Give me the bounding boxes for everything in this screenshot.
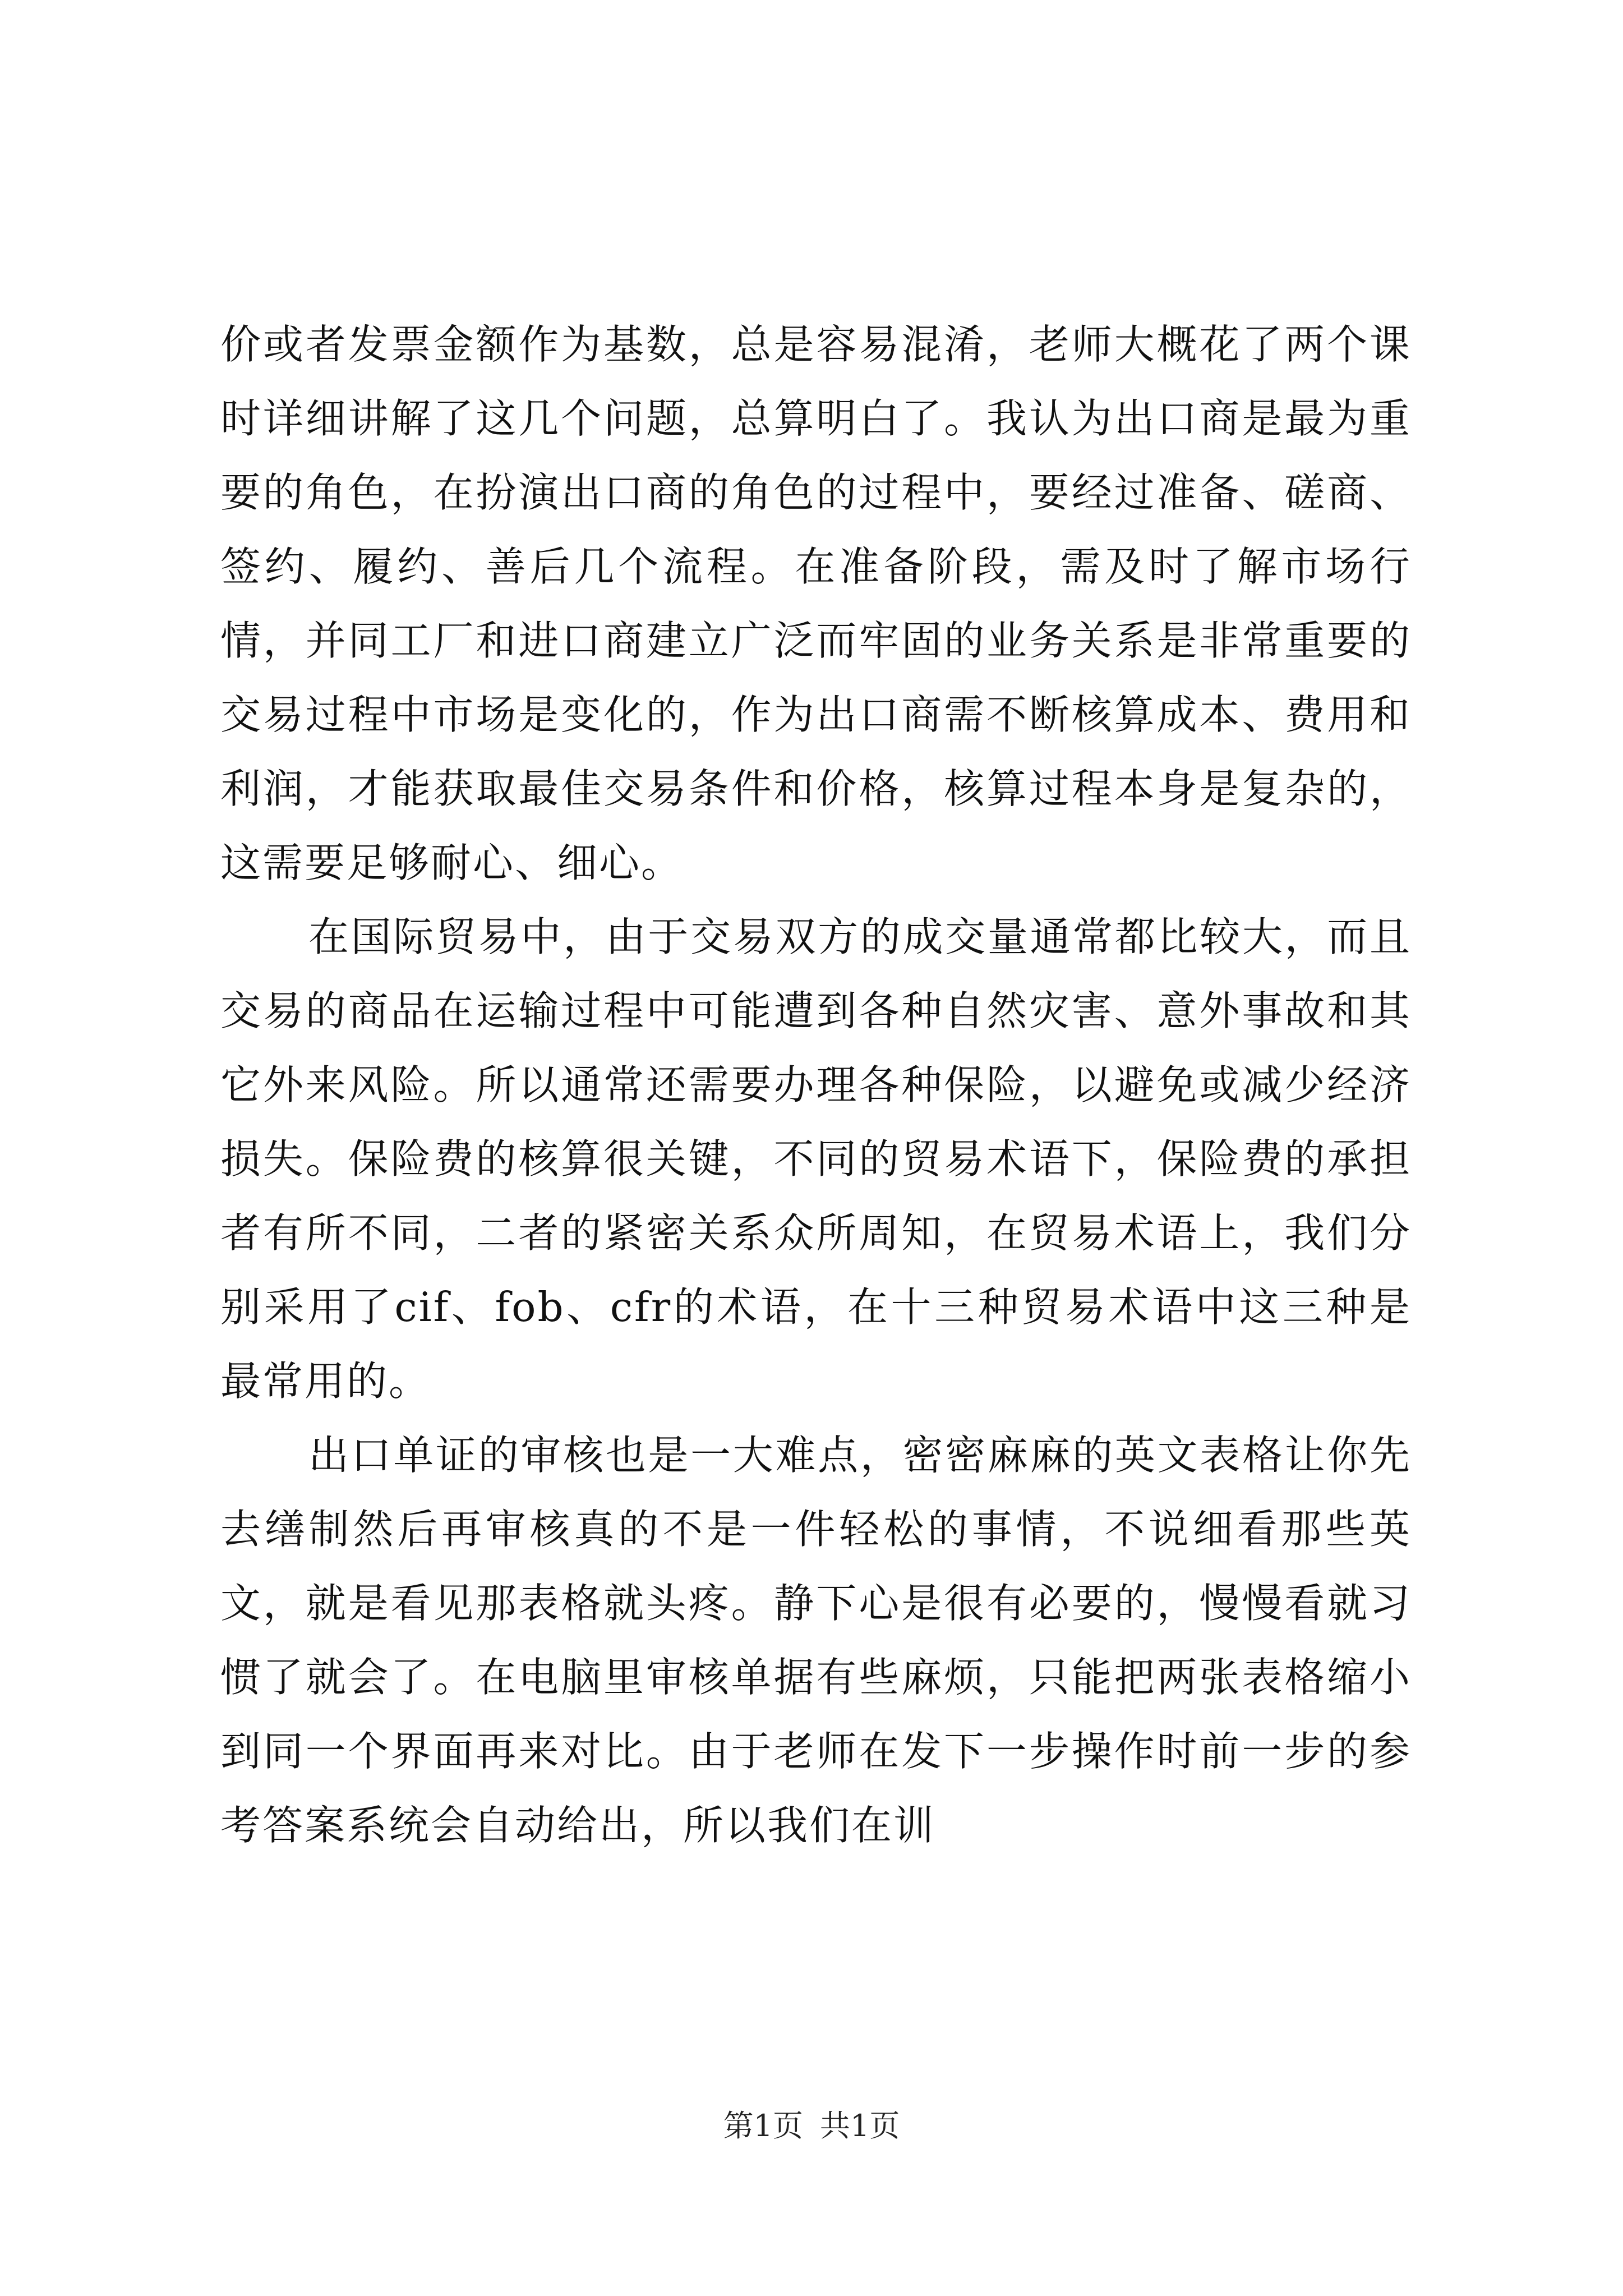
paragraph-1: 价或者发票金额作为基数，总是容易混淆，老师大概花了两个课时详细讲解了这几个问题，总算明白了。我认为出口商是最为重要的角色，在扮演出口商的角色的过程中，要经过准备、磋商、签约、履约、善后几个流程。在准备阶段，需及时了解市场行情，并同工厂和进口商建立广泛而牢固的业务关系是非常重要的交易过程中市场是变化的，作为出口商需不断核算成本、费用和利润，才能获取最佳交易条件和价格，核算过程本身是复杂的，这需要足够耐心、细心。 <box>220 321 1412 886</box>
page-total: 共1页 <box>820 2108 900 2143</box>
page-number: 第1页 <box>723 2108 803 2143</box>
paragraph-3: 出口单证的审核也是一大难点，密密麻麻的英文表格让你先去缮制然后再审核真的不是一件轻松的事情，不说细看那些英文，就是看见那表格就头疼。静下心是很有必要的，慢慢看就习惯了就会了。在电脑里审核单据有些麻烦，只能把两张表格缩小到同一个界面再来对比。由于老师在发下一步操作时前一步的参考答案系统会自动给出，所以我们在训 <box>220 1432 1412 1849</box>
document-body <box>220 307 1412 1862</box>
page-footer <box>0 2106 1623 2146</box>
paragraph-2: 在国际贸易中，由于交易双方的成交量通常都比较大，而且交易的商品在运输过程中可能遭到各种自然灾害、意外事故和其它外来风险。所以通常还需要办理各种保险，以避免或减少经济损失。保险费的核算很关键，不同的贸易术语下，保险费的承担者有所不同，二者的紧密关系众所周知，在贸易术语上，我们分别采用了cif、fob、cfr的术语，在十三种贸易术语中这三种是最常用的。 <box>220 913 1412 1405</box>
